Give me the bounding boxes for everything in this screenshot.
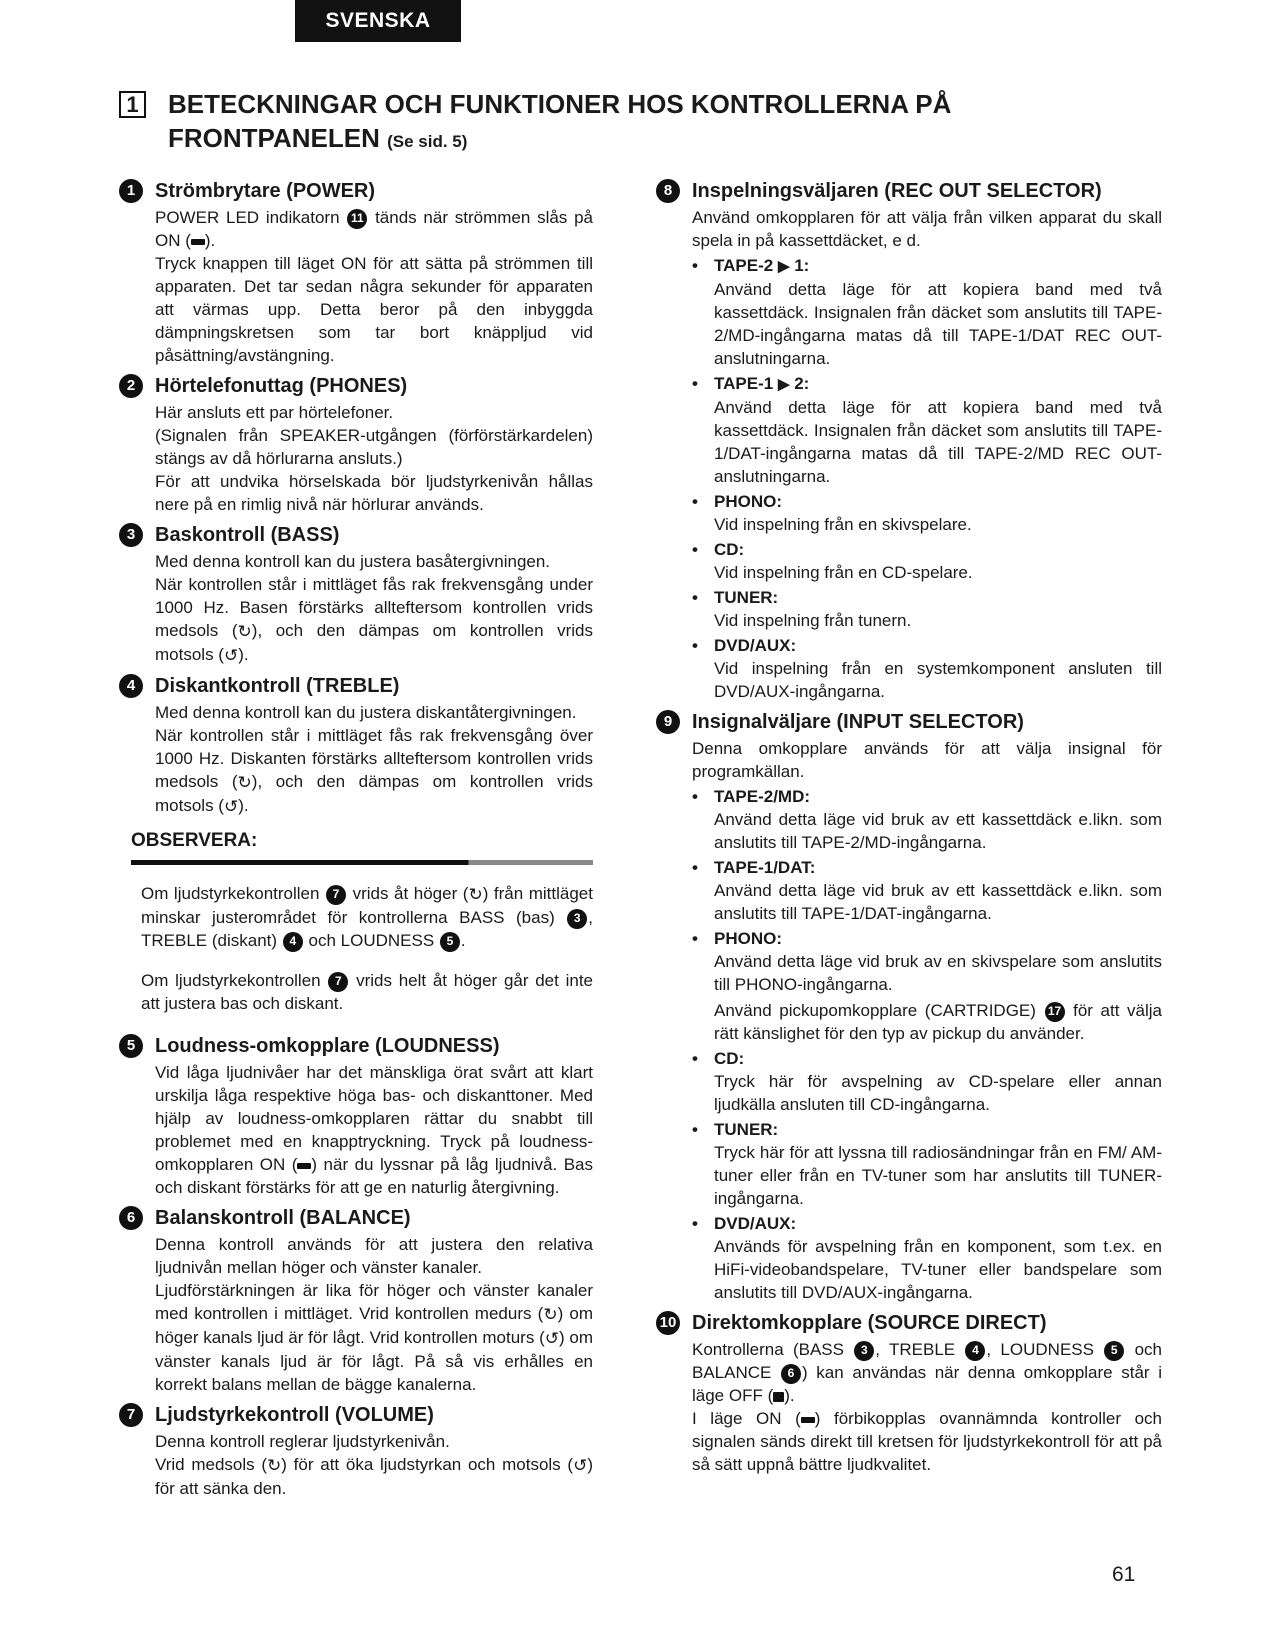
item-number: 2	[119, 374, 143, 398]
item-title: Baskontroll (BASS)	[155, 524, 340, 546]
bullet-head: • TAPE-1/DAT:	[714, 856, 1162, 879]
item-title: Direktomkopplare (SOURCE DIRECT)	[692, 1312, 1047, 1334]
ref-number: 17	[1045, 1002, 1065, 1022]
text: för att välja rätt känslighet för den typ av pickup du använder.	[714, 1001, 1162, 1043]
item-treble	[119, 672, 593, 818]
text: ) om höger kanals ljud är för lågt. Vrid kontrollen moturs (	[155, 1304, 593, 1348]
text: , TREBLE (diskant)	[141, 908, 593, 951]
play-arrow-icon: ▶	[777, 376, 790, 393]
text: När kontrollen står i mittläget fås rak frekvensgång över 1000 Hz. Diskanten förstärks allteftersom kontrollen vrids medsols (	[155, 726, 593, 792]
paragraph: För att undvika hörselskada bör ljudstyrkenivån hållas nere på en rimlig nivå när hörlurar används.	[155, 472, 593, 514]
bullet-head: • PHONO:	[714, 490, 1162, 513]
page-number: 61	[1112, 1563, 1136, 1586]
clockwise-icon: ↻	[468, 885, 483, 905]
paragraph: Tryck här för att lyssna till radiosändningar från en FM/ AM-tuner eller från en TV-tuner som har anslutits till TUNER-ingångarna.	[714, 1143, 1162, 1208]
text: Om ljudstyrkekontrollen	[141, 971, 321, 991]
text: När kontrollen står i mittläget fås rak frekvensgång under 1000 Hz. Basen förstärks allteftersom kontrollen vrids medsols (	[155, 575, 593, 640]
bullet-head: • PHONO:	[714, 927, 1162, 950]
ref-number: 11	[347, 209, 367, 229]
item-title: Balanskontroll (BALANCE)	[155, 1207, 411, 1230]
text: ) kan användas när denna omkopplare står i läge OFF (	[692, 1363, 1162, 1405]
text: , LOUDNESS	[986, 1340, 1094, 1359]
text: ) för att sänka den.	[155, 1455, 593, 1499]
paragraph: Vid inspelning från en systemkomponent ansluten till DVD/AUX-ingångarna.	[714, 659, 1162, 701]
text: Vrid medsols (	[155, 1455, 268, 1475]
bullet-head: • DVD/AUX:	[714, 1212, 1162, 1235]
ref-number: 6	[781, 1364, 801, 1384]
counterclockwise-icon: ↺	[223, 797, 239, 817]
paragraph: Använd omkopplaren för att välja från vilken apparat du skall spela in på kassettdäcket, e d.	[692, 208, 1162, 250]
bullet-head: • CD:	[714, 538, 1162, 561]
bullet-head: • TUNER:	[714, 1118, 1162, 1141]
item-volume	[119, 1401, 593, 1500]
text: Ljudförstärkningen är lika för höger och vänster kanaler med kontrollen i mittläget. Vrid kontrollen medurs (	[155, 1281, 593, 1324]
item-number: 4	[119, 674, 143, 698]
text: TAPE-1	[714, 374, 774, 393]
item-number: 7	[119, 1403, 143, 1427]
ref-number: 5	[1104, 1341, 1124, 1361]
counterclockwise-icon: ↺	[223, 646, 239, 666]
text: ), och den dämpas om kontrollen vrids motsols (	[155, 772, 593, 816]
paragraph: Denna kontroll används för att justera den relativa ljudnivån mellan höger och vänster kanaler.	[155, 1235, 593, 1278]
switch-on-icon	[801, 1417, 815, 1423]
text: ).	[238, 796, 249, 816]
paragraph: Använd detta läge vid bruk av ett kassettdäck e.likn. som anslutits till TAPE-2/MD-ingångarna.	[714, 810, 1162, 852]
text: .	[460, 931, 466, 951]
item-title: Loudness-omkopplare (LOUDNESS)	[155, 1035, 500, 1058]
paragraph: Vid inspelning från en skivspelare.	[714, 515, 972, 534]
clockwise-icon: ↻	[237, 622, 252, 642]
item-title: Insignalväljare (INPUT SELECTOR)	[692, 711, 1024, 733]
item-number: 3	[119, 523, 143, 547]
text: ).	[784, 1386, 795, 1405]
item-number: 8	[656, 179, 680, 203]
note-box	[131, 830, 593, 1015]
item-number: 1	[119, 179, 143, 203]
item-phones	[119, 372, 593, 516]
paragraph: Använd detta läge för att kopiera band med två kassettdäck. Insignalen från däcket som anslutits till TAPE-1/DAT-ingångarna matas då till TAPE-2/MD REC OUT-anslutningarna.	[714, 398, 1162, 486]
text: ) för att öka ljudstyrkan och motsols (	[281, 1455, 574, 1475]
text: Vid låga ljudnivåer har det mänskliga örat svårt att klart urskilja låga respektive höga bas- och diskanttoner. Med hjälp av loudness-omkopplaren rättar du snabbt till problemet med en knapptryckning. Tryck på loudness-omkopplaren ON (	[155, 1063, 593, 1175]
paragraph: Denna omkopplare används för att välja insignal för programkällan.	[692, 739, 1162, 781]
paragraph: Tryck här för avspelning av CD-spelare eller annan ljudkälla ansluten till CD-ingångarna.	[714, 1072, 1162, 1114]
text: TAPE-2	[714, 256, 774, 275]
ref-number: 3	[854, 1341, 874, 1361]
text: ) om vänster kanals ljud är för lågt. På så vis erhålles en korrekt balans mellan de bägge kanalerna.	[155, 1328, 593, 1395]
section-title	[168, 87, 1048, 159]
text: ) när du lyssnar på låg ljudnivå. Bas och diskant förstärks för att ge en naturlig återgivning.	[155, 1155, 594, 1198]
text: Kontrollerna (BASS	[692, 1340, 844, 1359]
item-input	[656, 708, 1162, 1304]
text: ).	[204, 231, 216, 250]
item-power	[119, 177, 593, 367]
item-title: Inspelningsväljaren (REC OUT SELECTOR)	[692, 180, 1102, 202]
bullet-head: • TAPE-2/MD:	[714, 785, 1162, 808]
paragraph: Här ansluts ett par hörtelefoner.	[155, 403, 394, 422]
item-number: 9	[656, 710, 680, 734]
text: tänds när strömmen slås på ON (	[155, 208, 593, 250]
item-number: 5	[119, 1034, 143, 1058]
section-ref: (Se sid. 5)	[387, 132, 468, 151]
ref-number: 4	[965, 1341, 985, 1361]
switch-on-icon	[191, 239, 205, 245]
text: och LOUDNESS	[308, 931, 435, 951]
play-arrow-icon: ▶	[777, 258, 790, 275]
bullet-head: • TUNER:	[714, 586, 1162, 609]
text: Om ljudstyrkekontrollen	[141, 884, 320, 904]
text: vrids åt höger (	[352, 884, 469, 904]
item-balance	[119, 1204, 593, 1396]
paragraph: Vid inspelning från tunern.	[714, 611, 912, 630]
paragraph: Använd detta läge vid bruk av en skivspelare som anslutits till PHONO-ingångarna.	[714, 952, 1162, 994]
text: , TREBLE	[875, 1340, 956, 1359]
text: I läge ON (	[692, 1409, 801, 1428]
language-tab: SVENSKA	[295, 0, 461, 42]
text: 1:	[794, 256, 810, 275]
item-rec-out	[656, 177, 1162, 703]
text: vrids helt åt höger går det inte att justera bas och diskant.	[141, 971, 593, 1014]
item-bass	[119, 521, 593, 667]
note-title: OBSERVERA:	[131, 830, 258, 852]
paragraph: Vid inspelning från en CD-spelare.	[714, 563, 973, 582]
note-divider	[131, 860, 593, 865]
paragraph: (Signalen från SPEAKER-utgången (förförstärkardelen) stängs av då hörlurarna ansluts.)	[155, 426, 593, 468]
clockwise-icon: ↻	[267, 1456, 282, 1476]
item-loudness	[119, 1032, 593, 1199]
paragraph: Använd detta läge vid bruk av ett kassettdäck e.likn. som anslutits till TAPE-1/DAT-ingångarna.	[714, 881, 1162, 923]
paragraph: Denna kontroll reglerar ljudstyrkenivån.	[155, 1432, 450, 1452]
paragraph: Med denna kontroll kan du justera diskantåtergivningen.	[155, 703, 577, 723]
text: och BALANCE	[692, 1340, 1162, 1382]
text: ) förbikopplas ovannämnda kontroller och signalen sänds direkt till kretsen för ljudstyrkekontroll för att på så sätt uppnå bättre ljudkvalitet.	[692, 1409, 1162, 1474]
ref-number: 7	[328, 972, 348, 992]
item-number: 6	[119, 1206, 143, 1230]
ref-number: 3	[567, 909, 587, 929]
clockwise-icon: ↻	[237, 773, 252, 793]
text: ), och den dämpas om kontrollen vrids motsols (	[155, 621, 593, 665]
section-title-text: BETECKNINGAR OCH FUNKTIONER HOS KONTROLLERNA PÅ FRONTPANELEN	[168, 89, 952, 153]
bullet-head: • DVD/AUX:	[714, 634, 1162, 657]
text: Använd pickupomkopplare (CARTRIDGE)	[714, 1001, 1036, 1020]
clockwise-icon: ↻	[543, 1305, 558, 1325]
switch-off-icon	[773, 1392, 784, 1402]
right-column	[656, 177, 1162, 1481]
paragraph: Använd detta läge för att kopiera band med två kassettdäck. Insignalen från däcket som anslutits till TAPE-2/MD-ingångarna matas då till TAPE-1/DAT REC OUT-anslutningarna.	[714, 280, 1162, 368]
paragraph: Tryck knappen till läget ON för att sätta på strömmen till apparaten. Det tar sedan några sekunder för apparaten att värmas upp. Detta beror på den inbyggda dämpningskretsen som tar bort knäppljud vid påsättning/avstängning.	[155, 254, 593, 365]
counterclockwise-icon: ↺	[573, 1456, 588, 1476]
item-title: Ljudstyrkekontroll (VOLUME)	[155, 1404, 434, 1427]
text: ) från mittläget minskar justerområdet för kontrollerna BASS (bas)	[141, 884, 593, 928]
counterclockwise-icon: ↺	[544, 1329, 559, 1349]
section-number: 1	[119, 91, 146, 118]
paragraph: Används för avspelning från en komponent, som t.ex. en HiFi-videobandspelare, TV-tuner eller bandspelare som anslutits till DVD/AUX-ingångarna.	[714, 1237, 1162, 1302]
ref-number: 4	[283, 932, 303, 952]
text: 2:	[794, 374, 810, 393]
ref-number: 5	[440, 932, 460, 952]
item-source-direct	[656, 1309, 1162, 1476]
item-title: Strömbrytare (POWER)	[155, 180, 376, 202]
item-title: Hörtelefonuttag (PHONES)	[155, 375, 408, 397]
left-column	[119, 177, 593, 1505]
text: POWER LED indikatorn	[155, 208, 340, 227]
text: ).	[238, 645, 249, 665]
ref-number: 7	[326, 885, 346, 905]
item-number: 10	[656, 1311, 680, 1335]
paragraph: Med denna kontroll kan du justera basåtergivningen.	[155, 552, 551, 571]
bullet-head: • CD:	[714, 1047, 1162, 1070]
switch-on-icon	[297, 1163, 311, 1169]
item-title: Diskantkontroll (TREBLE)	[155, 675, 400, 698]
